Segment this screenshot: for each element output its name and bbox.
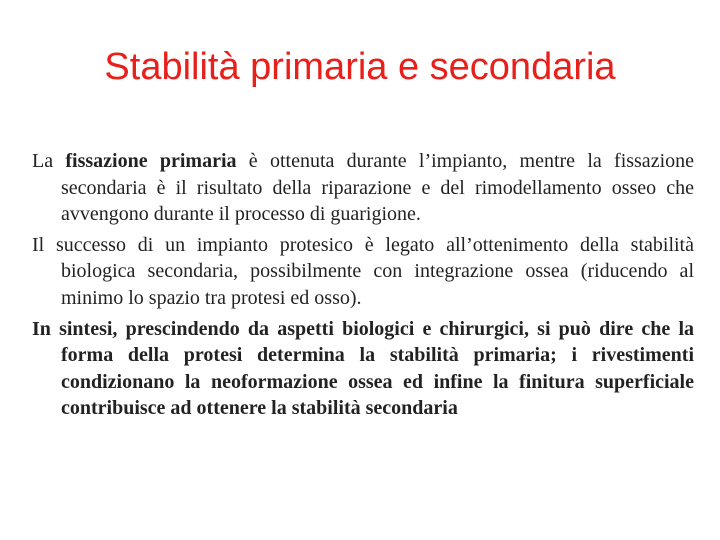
paragraph-success: Il successo di un impianto protesico è legato all’ottenimento della stabilità biologica secondaria, possibilmente con integrazione ossea (riducendo al minimo lo spazio tra protesi ed osso).	[32, 233, 694, 309]
paragraph-fixation-rest: è ottenuta durante l’impianto, mentre la fissazione secondaria è il risultato della riparazione e del rimodellamento osseo che avvengono durante il processo di guarigione.	[61, 150, 694, 226]
slide-body	[32, 148, 694, 422]
paragraph-fixation-lead: La	[32, 150, 66, 172]
slide-title: Stabilità primaria e secondaria	[104, 46, 616, 88]
paragraph-summary: In sintesi, prescindendo da aspetti biologici e chirurgici, si può dire che la forma della protesi determina la stabilità primaria; i rivestimenti condizionano la neoformazione ossea ed infine la finitura superficiale contribuisce ad ottenere la stabilità secondaria	[32, 317, 694, 420]
paragraph-fixation	[32, 148, 694, 228]
paragraph-fixation-term: fissazione primaria	[65, 150, 237, 172]
